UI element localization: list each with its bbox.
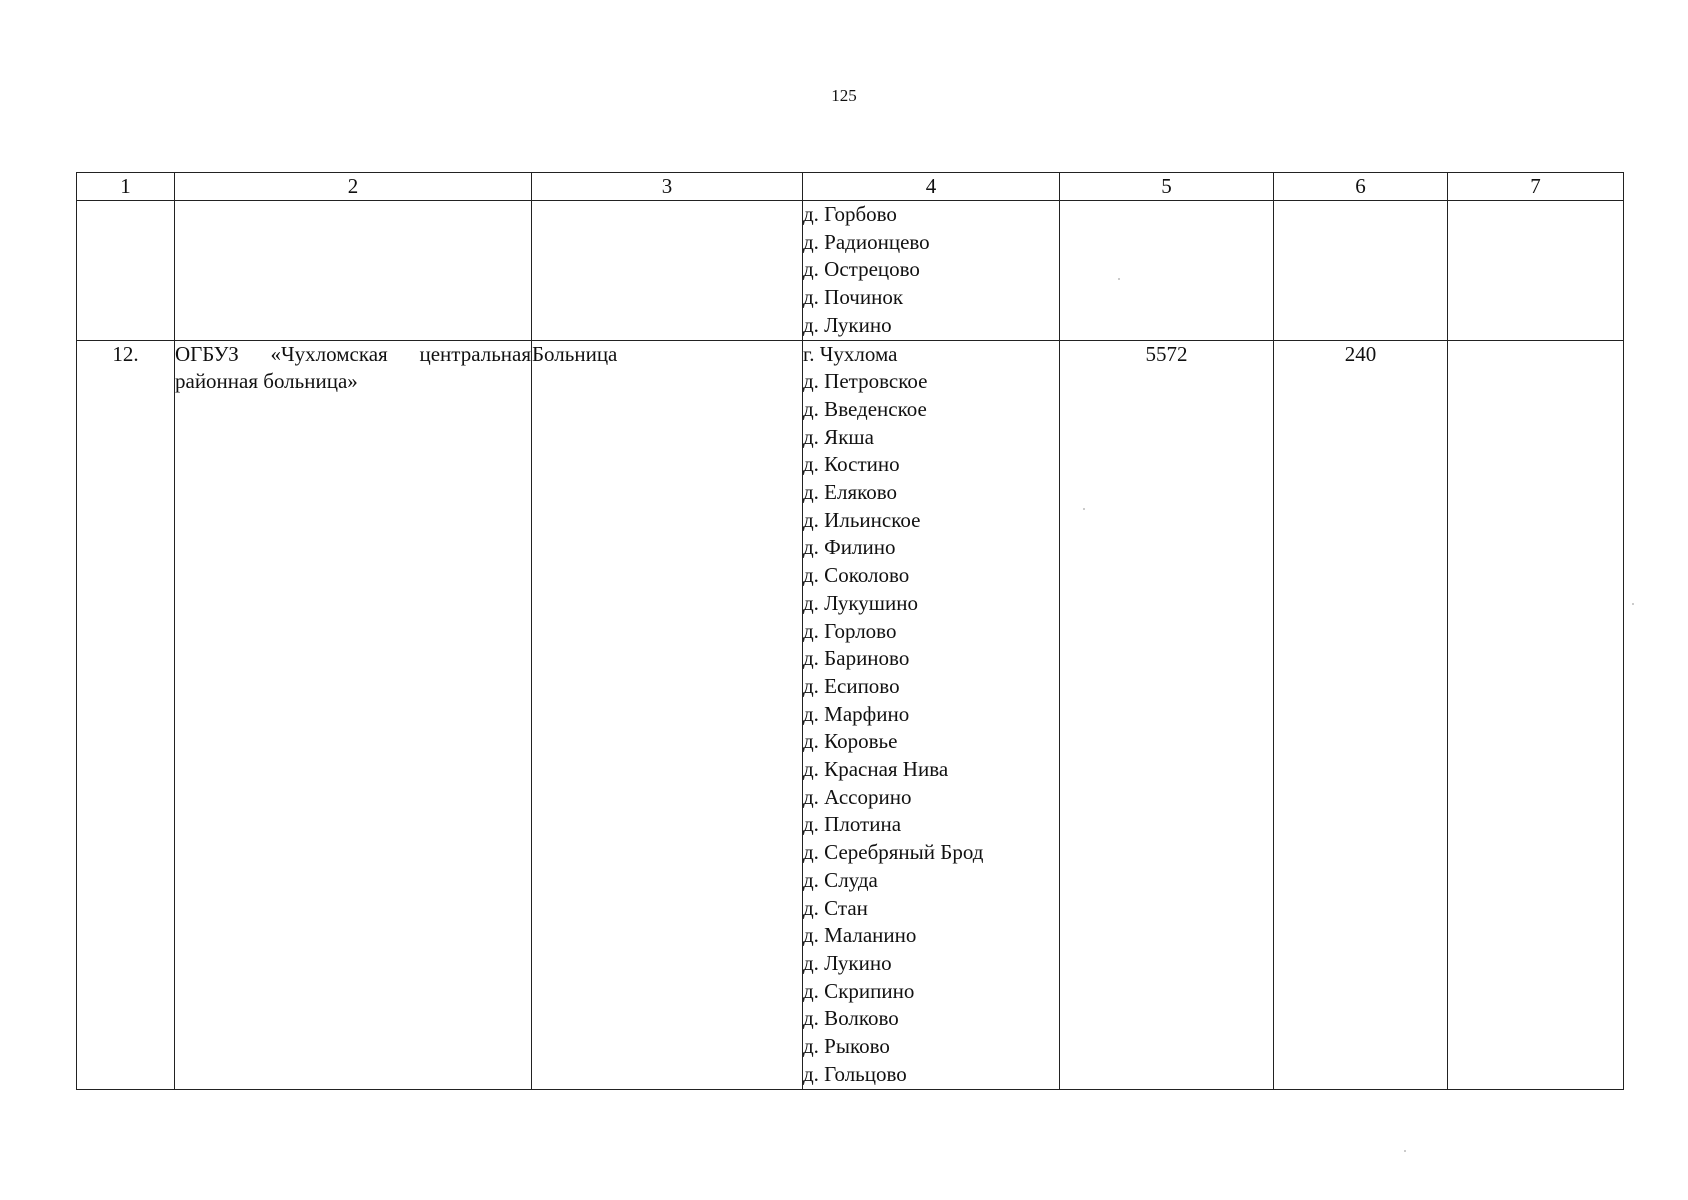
cell-localities <box>803 201 1060 341</box>
locality-item: д. Починок <box>803 285 904 310</box>
cell-localities <box>803 340 1060 1089</box>
column-header-5: 5 <box>1060 173 1274 201</box>
locality-item: д. Гольцово <box>803 1061 907 1086</box>
cell-col7 <box>1448 340 1624 1089</box>
scan-speck <box>1632 603 1634 605</box>
locality-item: д. Лукино <box>803 950 892 975</box>
locality-item: д. Якша <box>803 424 874 449</box>
locality-item: г. Чухлома <box>803 341 898 366</box>
locality-item: д. Петровское <box>803 369 928 394</box>
organization-name-line: ОГБУЗ «Чухломская <box>175 341 388 366</box>
document-table <box>76 172 1624 1090</box>
column-header-2: 2 <box>175 173 532 201</box>
locality-item: д. Острецово <box>803 257 920 282</box>
column-header-1: 1 <box>77 173 175 201</box>
row-number: 12. <box>112 341 139 366</box>
locality-item: д. Есипово <box>803 673 900 698</box>
scan-speck <box>1083 508 1085 510</box>
locality-item: д. Стан <box>803 895 868 920</box>
cell-col6 <box>1274 340 1448 1089</box>
locality-item: д. Горбово <box>803 202 897 226</box>
organization-name-line: больница» <box>263 368 358 393</box>
locality-item: д. Лукино <box>803 312 892 337</box>
value-col6: 240 <box>1344 341 1377 366</box>
page-number: 125 <box>831 86 857 105</box>
locality-item: д. Еляково <box>803 480 898 505</box>
locality-item: д. Филино <box>803 535 896 560</box>
cell-number <box>77 340 175 1089</box>
scan-speck <box>1118 278 1120 280</box>
column-header-7: 7 <box>1448 173 1624 201</box>
locality-item: д. Скрипино <box>803 978 915 1003</box>
locality-item: д. Ильинское <box>803 507 921 532</box>
cell-facility-type <box>532 340 803 1089</box>
table-header-row <box>77 173 1624 201</box>
organization-name-line: центральная районная <box>175 341 531 393</box>
locality-item: д. Серебряный Брод <box>803 840 984 865</box>
locality-item: д. Слуда <box>803 867 878 892</box>
locality-item: д. Радионцево <box>803 229 930 254</box>
table-row-continuation <box>77 201 1624 341</box>
locality-item: д. Лукушино <box>803 590 918 615</box>
cell-col7 <box>1448 201 1624 341</box>
column-header-3: 3 <box>532 173 803 201</box>
cell-col5 <box>1060 201 1274 341</box>
facility-type: Больница <box>532 341 618 366</box>
locality-item: д. Плотина <box>803 812 902 837</box>
organization-name <box>175 341 531 395</box>
locality-item: д. Ассорино <box>803 784 912 809</box>
cell-col6 <box>1274 201 1448 341</box>
locality-item: д. Маланино <box>803 923 917 948</box>
scan-speck <box>1404 1150 1406 1152</box>
locality-item: д. Красная Нива <box>803 757 949 782</box>
table-row-12 <box>77 340 1624 1089</box>
locality-item: д. Рыково <box>803 1034 890 1059</box>
locality-item: д. Горлово <box>803 618 897 643</box>
cell-organization <box>175 201 532 341</box>
locality-item: д. Волково <box>803 1006 899 1031</box>
cell-col5 <box>1060 340 1274 1089</box>
locality-item: д. Соколово <box>803 563 910 588</box>
cell-facility-type <box>532 201 803 341</box>
cell-organization <box>175 340 532 1089</box>
value-col5: 5572 <box>1145 341 1188 366</box>
cell-number <box>77 201 175 341</box>
column-header-6: 6 <box>1274 173 1448 201</box>
locality-item: д. Коровье <box>803 729 898 754</box>
locality-item: д. Бариново <box>803 646 910 671</box>
locality-item: д. Введенское <box>803 396 927 421</box>
locality-item: д. Марфино <box>803 701 910 726</box>
locality-item: д. Костино <box>803 452 900 477</box>
column-header-4: 4 <box>803 173 1060 201</box>
